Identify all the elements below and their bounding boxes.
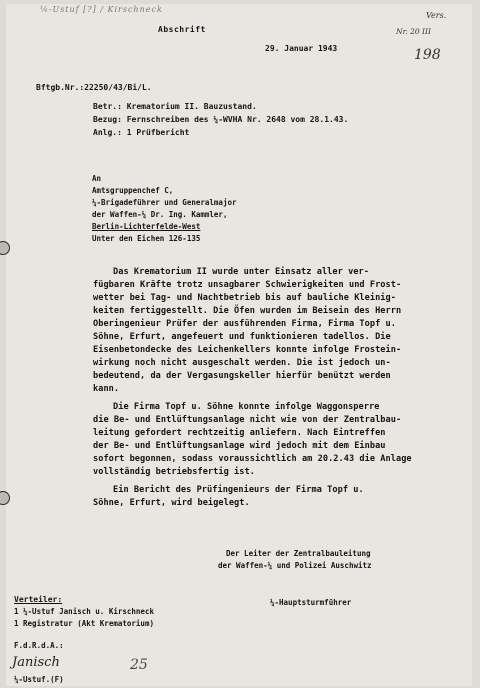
distribution-label: Verteiler:	[14, 595, 63, 604]
body-line: keiten fertiggestellt. Die Öfen wurden im Beisein des Herrn	[93, 306, 402, 316]
body-line: Söhne, Erfurt, angefeuert und funktionieren tadellos. Die	[93, 332, 391, 342]
recipient-line: An	[92, 174, 102, 183]
body-line: Eisenbetondecke des Leichenkellers konnte infolge Frostein-	[93, 345, 402, 355]
subject-line: Betr.: Krematorium II. Bauzustand.	[93, 102, 257, 111]
body-line: bedeutend, da der Vergasungskeller hierfür benützt werden	[93, 371, 391, 381]
recipient-line: Berlin-Lichterfelde-West	[92, 222, 201, 231]
reference-line: Bezug: Fernschreiben des ¼-WVHA Nr. 2648 vom 28.1.43.	[93, 115, 349, 124]
body-line: leitung gefordert rechtzeitig anliefern. Nach Eintreffen	[93, 428, 386, 438]
body-line: wetter bei Tag- und Nachtbetrieb bis auf bauliche Kleinig-	[93, 293, 396, 303]
body-line: kann.	[93, 384, 120, 394]
body-line: vollständig betriebsfertig ist.	[93, 467, 255, 477]
handwritten-signature: Janisch	[12, 655, 60, 670]
body-line: Oberingenieur Prüfer der ausführenden Firma, Firma Topf u.	[93, 319, 396, 329]
certification-rank: ¼-Ustuf.(F)	[14, 675, 64, 684]
file-number: Bftgb.Nr.:22250/43/Bi/L.	[36, 83, 152, 92]
distribution-item: 1 Registratur (Akt Krematorium)	[14, 619, 154, 628]
body-line: Ein Bericht des Prüfingenieurs der Firma Topf u.	[113, 485, 364, 495]
recipient-line: Amtsgruppenchef C,	[92, 186, 174, 195]
recipient-line: der Waffen-¼ Dr. Ing. Kammler,	[92, 210, 228, 219]
certification-label: F.d.R.d.A.:	[14, 641, 64, 650]
recipient-line: Unter den Eichen 126-135	[92, 234, 201, 243]
body-line: fügbaren Kräfte trotz unsagbarer Schwierigkeiten und Frost-	[93, 280, 402, 290]
handwritten-ref: Vers.	[426, 11, 447, 20]
body-line: die Be- und Entlüftungsanlage nicht wie von der Zentralbau-	[93, 415, 402, 425]
body-line: sofort begonnen, sodass voraussichtlich am 20.2.43 die Anlage	[93, 454, 412, 464]
copy-label: Abschrift	[158, 25, 206, 34]
archive-ref: Nr. 20 III	[396, 27, 431, 36]
signatory-rank: ¼-Hauptsturmführer	[270, 598, 352, 607]
signature-block-line: Der Leiter der Zentralbauleitung	[226, 549, 371, 558]
distribution-item: 1 ¼-Ustuf Janisch u. Kirschneck	[14, 607, 154, 616]
body-line: Das Krematorium II wurde unter Einsatz aller ver-	[113, 267, 369, 277]
letter-date: 29. Januar 1943	[265, 44, 338, 53]
body-line: der Be- und Entlüftungsanlage wird jedoch mit dem Einbau	[93, 441, 386, 451]
recipient-line: ¼-Brigadeführer und Generalmajor	[92, 198, 237, 207]
body-line: wirkung noch nicht ausgeschalt werden. Die ist jedoch un-	[93, 358, 391, 368]
body-line: Die Firma Topf u. Söhne konnte infolge Waggonsperre	[113, 402, 380, 412]
top-handwritten-note: ¼-Ustuf [?] / Kirschneck	[40, 5, 163, 14]
body-line: Söhne, Erfurt, wird beigelegt.	[93, 498, 250, 508]
page-number: 198	[414, 47, 441, 63]
handwritten-number: 25	[130, 657, 148, 673]
enclosure-line: Anlg.: 1 Prüfbericht	[93, 128, 190, 137]
signature-block-line: der Waffen-¼ und Polizei Auschwitz	[218, 561, 372, 570]
